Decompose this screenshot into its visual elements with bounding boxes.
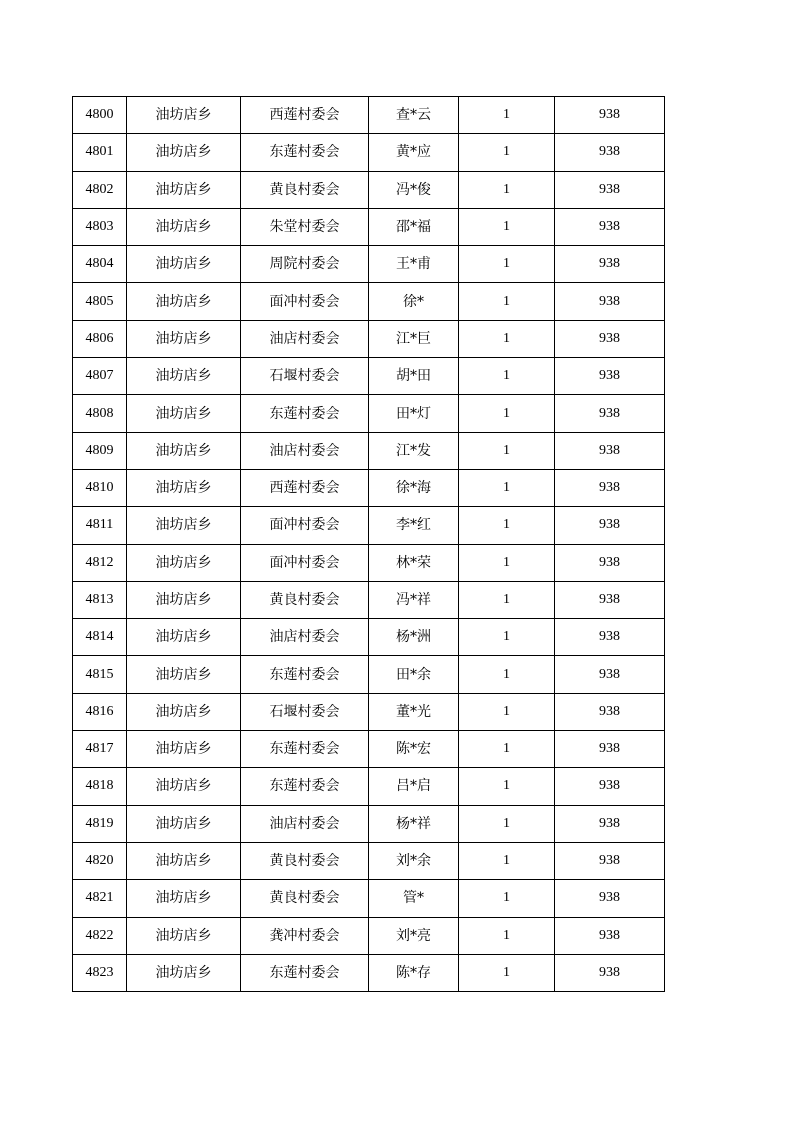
count-cell: 1: [459, 880, 555, 917]
amount-cell: 938: [555, 805, 665, 842]
row-id-cell: 4816: [73, 693, 127, 730]
village-committee-cell: 油店村委会: [241, 320, 369, 357]
person-name-cell: 邵*福: [369, 208, 459, 245]
village-committee-cell: 黄良村委会: [241, 842, 369, 879]
row-id-cell: 4819: [73, 805, 127, 842]
count-cell: 1: [459, 507, 555, 544]
person-name-cell: 董*光: [369, 693, 459, 730]
amount-cell: 938: [555, 954, 665, 991]
village-committee-cell: 东莲村委会: [241, 656, 369, 693]
count-cell: 1: [459, 544, 555, 581]
amount-cell: 938: [555, 656, 665, 693]
count-cell: 1: [459, 358, 555, 395]
person-name-cell: 胡*田: [369, 358, 459, 395]
table-row: [73, 320, 665, 357]
row-id-cell: 4808: [73, 395, 127, 432]
table-row: [73, 283, 665, 320]
count-cell: 1: [459, 432, 555, 469]
person-name-cell: 林*荣: [369, 544, 459, 581]
row-id-cell: 4818: [73, 768, 127, 805]
person-name-cell: 吕*启: [369, 768, 459, 805]
count-cell: 1: [459, 246, 555, 283]
person-name-cell: 冯*祥: [369, 581, 459, 618]
count-cell: 1: [459, 469, 555, 506]
table-row: [73, 619, 665, 656]
row-id-cell: 4811: [73, 507, 127, 544]
table-row: [73, 469, 665, 506]
township-cell: 油坊店乡: [127, 581, 241, 618]
table-row: [73, 581, 665, 618]
amount-cell: 938: [555, 208, 665, 245]
village-committee-cell: 石堰村委会: [241, 693, 369, 730]
township-cell: 油坊店乡: [127, 395, 241, 432]
person-name-cell: 徐*: [369, 283, 459, 320]
village-committee-cell: 东莲村委会: [241, 134, 369, 171]
row-id-cell: 4806: [73, 320, 127, 357]
amount-cell: 938: [555, 432, 665, 469]
amount-cell: 938: [555, 97, 665, 134]
amount-cell: 938: [555, 917, 665, 954]
count-cell: 1: [459, 208, 555, 245]
township-cell: 油坊店乡: [127, 134, 241, 171]
amount-cell: 938: [555, 581, 665, 618]
table-row: [73, 432, 665, 469]
village-committee-cell: 黄良村委会: [241, 171, 369, 208]
count-cell: 1: [459, 731, 555, 768]
table-row: [73, 171, 665, 208]
village-committee-cell: 油店村委会: [241, 432, 369, 469]
count-cell: 1: [459, 320, 555, 357]
amount-cell: 938: [555, 544, 665, 581]
count-cell: 1: [459, 656, 555, 693]
township-cell: 油坊店乡: [127, 208, 241, 245]
township-cell: 油坊店乡: [127, 469, 241, 506]
table-row: [73, 507, 665, 544]
amount-cell: 938: [555, 246, 665, 283]
township-cell: 油坊店乡: [127, 693, 241, 730]
amount-cell: 938: [555, 768, 665, 805]
count-cell: 1: [459, 917, 555, 954]
row-id-cell: 4803: [73, 208, 127, 245]
amount-cell: 938: [555, 693, 665, 730]
township-cell: 油坊店乡: [127, 171, 241, 208]
amount-cell: 938: [555, 469, 665, 506]
table-row: [73, 544, 665, 581]
person-name-cell: 黄*应: [369, 134, 459, 171]
township-cell: 油坊店乡: [127, 842, 241, 879]
table-row: [73, 358, 665, 395]
village-committee-cell: 黄良村委会: [241, 880, 369, 917]
person-name-cell: 陈*存: [369, 954, 459, 991]
row-id-cell: 4822: [73, 917, 127, 954]
table-row: [73, 731, 665, 768]
count-cell: 1: [459, 171, 555, 208]
amount-cell: 938: [555, 320, 665, 357]
count-cell: 1: [459, 97, 555, 134]
row-id-cell: 4814: [73, 619, 127, 656]
count-cell: 1: [459, 134, 555, 171]
amount-cell: 938: [555, 283, 665, 320]
township-cell: 油坊店乡: [127, 656, 241, 693]
village-committee-cell: 油店村委会: [241, 619, 369, 656]
table-row: [73, 768, 665, 805]
roster-table: [72, 96, 665, 992]
amount-cell: 938: [555, 619, 665, 656]
village-committee-cell: 东莲村委会: [241, 768, 369, 805]
row-id-cell: 4807: [73, 358, 127, 395]
person-name-cell: 杨*祥: [369, 805, 459, 842]
row-id-cell: 4804: [73, 246, 127, 283]
row-id-cell: 4809: [73, 432, 127, 469]
count-cell: 1: [459, 581, 555, 618]
village-committee-cell: 周院村委会: [241, 246, 369, 283]
village-committee-cell: 东莲村委会: [241, 731, 369, 768]
table-row: [73, 917, 665, 954]
person-name-cell: 王*甫: [369, 246, 459, 283]
village-committee-cell: 东莲村委会: [241, 954, 369, 991]
count-cell: 1: [459, 619, 555, 656]
row-id-cell: 4823: [73, 954, 127, 991]
township-cell: 油坊店乡: [127, 917, 241, 954]
person-name-cell: 田*余: [369, 656, 459, 693]
amount-cell: 938: [555, 880, 665, 917]
table-row: [73, 880, 665, 917]
row-id-cell: 4810: [73, 469, 127, 506]
person-name-cell: 陈*宏: [369, 731, 459, 768]
count-cell: 1: [459, 283, 555, 320]
village-committee-cell: 西莲村委会: [241, 97, 369, 134]
township-cell: 油坊店乡: [127, 805, 241, 842]
township-cell: 油坊店乡: [127, 954, 241, 991]
person-name-cell: 江*巨: [369, 320, 459, 357]
amount-cell: 938: [555, 395, 665, 432]
township-cell: 油坊店乡: [127, 358, 241, 395]
amount-cell: 938: [555, 358, 665, 395]
count-cell: 1: [459, 954, 555, 991]
amount-cell: 938: [555, 731, 665, 768]
row-id-cell: 4817: [73, 731, 127, 768]
person-name-cell: 杨*洲: [369, 619, 459, 656]
village-committee-cell: 黄良村委会: [241, 581, 369, 618]
count-cell: 1: [459, 768, 555, 805]
village-committee-cell: 面冲村委会: [241, 283, 369, 320]
township-cell: 油坊店乡: [127, 283, 241, 320]
village-committee-cell: 龚冲村委会: [241, 917, 369, 954]
table-row: [73, 805, 665, 842]
row-id-cell: 4812: [73, 544, 127, 581]
amount-cell: 938: [555, 134, 665, 171]
person-name-cell: 李*红: [369, 507, 459, 544]
table-row: [73, 97, 665, 134]
township-cell: 油坊店乡: [127, 768, 241, 805]
count-cell: 1: [459, 395, 555, 432]
person-name-cell: 刘*余: [369, 842, 459, 879]
township-cell: 油坊店乡: [127, 880, 241, 917]
village-committee-cell: 油店村委会: [241, 805, 369, 842]
village-committee-cell: 面冲村委会: [241, 507, 369, 544]
table-row: [73, 134, 665, 171]
roster-table-body: [73, 97, 665, 992]
village-committee-cell: 面冲村委会: [241, 544, 369, 581]
row-id-cell: 4801: [73, 134, 127, 171]
count-cell: 1: [459, 693, 555, 730]
person-name-cell: 徐*海: [369, 469, 459, 506]
count-cell: 1: [459, 842, 555, 879]
row-id-cell: 4821: [73, 880, 127, 917]
village-committee-cell: 石堰村委会: [241, 358, 369, 395]
row-id-cell: 4815: [73, 656, 127, 693]
person-name-cell: 管*: [369, 880, 459, 917]
township-cell: 油坊店乡: [127, 432, 241, 469]
person-name-cell: 田*灯: [369, 395, 459, 432]
amount-cell: 938: [555, 507, 665, 544]
row-id-cell: 4820: [73, 842, 127, 879]
amount-cell: 938: [555, 171, 665, 208]
township-cell: 油坊店乡: [127, 246, 241, 283]
township-cell: 油坊店乡: [127, 97, 241, 134]
person-name-cell: 冯*俊: [369, 171, 459, 208]
table-row: [73, 656, 665, 693]
township-cell: 油坊店乡: [127, 320, 241, 357]
township-cell: 油坊店乡: [127, 731, 241, 768]
row-id-cell: 4813: [73, 581, 127, 618]
village-committee-cell: 朱堂村委会: [241, 208, 369, 245]
row-id-cell: 4802: [73, 171, 127, 208]
table-row: [73, 693, 665, 730]
amount-cell: 938: [555, 842, 665, 879]
village-committee-cell: 东莲村委会: [241, 395, 369, 432]
person-name-cell: 查*云: [369, 97, 459, 134]
row-id-cell: 4800: [73, 97, 127, 134]
table-row: [73, 842, 665, 879]
township-cell: 油坊店乡: [127, 507, 241, 544]
table-row: [73, 395, 665, 432]
person-name-cell: 江*发: [369, 432, 459, 469]
table-row: [73, 954, 665, 991]
township-cell: 油坊店乡: [127, 544, 241, 581]
table-row: [73, 246, 665, 283]
row-id-cell: 4805: [73, 283, 127, 320]
village-committee-cell: 西莲村委会: [241, 469, 369, 506]
person-name-cell: 刘*亮: [369, 917, 459, 954]
table-row: [73, 208, 665, 245]
count-cell: 1: [459, 805, 555, 842]
township-cell: 油坊店乡: [127, 619, 241, 656]
